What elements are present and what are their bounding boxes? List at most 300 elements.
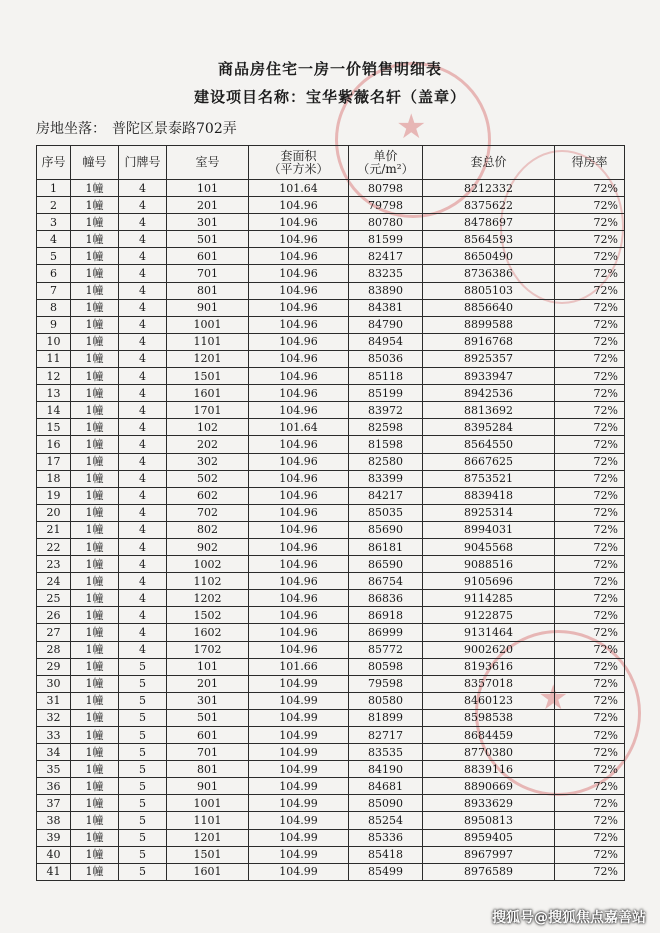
cell-seq: 14 xyxy=(37,402,71,419)
table-row xyxy=(37,778,625,795)
cell-area: 104.99 xyxy=(249,727,349,744)
cell-area: 104.99 xyxy=(249,709,349,726)
cell-price: 82580 xyxy=(349,453,423,470)
cell-room: 602 xyxy=(167,487,249,504)
cell-area: 104.99 xyxy=(249,778,349,795)
cell-total: 8994031 xyxy=(423,521,555,538)
cell-price: 83235 xyxy=(349,265,423,282)
cell-room: 202 xyxy=(167,436,249,453)
cell-door: 4 xyxy=(119,333,167,350)
cell-total: 8805103 xyxy=(423,282,555,299)
cell-door: 5 xyxy=(119,812,167,829)
cell-ratio: 72% xyxy=(555,316,625,333)
cell-seq: 34 xyxy=(37,744,71,761)
cell-room: 1202 xyxy=(167,590,249,607)
cell-seq: 41 xyxy=(37,863,71,880)
cell-building: 1幢 xyxy=(71,709,119,726)
cell-total: 8813692 xyxy=(423,402,555,419)
cell-door: 4 xyxy=(119,368,167,385)
cell-area: 104.96 xyxy=(249,350,349,367)
cell-area: 101.66 xyxy=(249,658,349,675)
cell-price: 80780 xyxy=(349,214,423,231)
cell-door: 5 xyxy=(119,658,167,675)
cell-door: 4 xyxy=(119,214,167,231)
cell-seq: 11 xyxy=(37,350,71,367)
cell-seq: 13 xyxy=(37,385,71,402)
cell-area: 104.96 xyxy=(249,333,349,350)
table-row xyxy=(37,692,625,709)
cell-area: 104.99 xyxy=(249,812,349,829)
cell-seq: 8 xyxy=(37,299,71,316)
cell-seq: 4 xyxy=(37,231,71,248)
table-row xyxy=(37,658,625,675)
cell-area: 104.99 xyxy=(249,846,349,863)
cell-seq: 9 xyxy=(37,316,71,333)
cell-area: 104.96 xyxy=(249,231,349,248)
cell-price: 82417 xyxy=(349,248,423,265)
cell-area: 104.99 xyxy=(249,863,349,880)
cell-building: 1幢 xyxy=(71,778,119,795)
table-row xyxy=(37,436,625,453)
cell-price: 86754 xyxy=(349,573,423,590)
cell-building: 1幢 xyxy=(71,521,119,538)
cell-total: 8950813 xyxy=(423,812,555,829)
cell-total: 8890669 xyxy=(423,778,555,795)
cell-door: 5 xyxy=(119,675,167,692)
cell-seq: 6 xyxy=(37,265,71,282)
cell-building: 1幢 xyxy=(71,504,119,521)
cell-building: 1幢 xyxy=(71,829,119,846)
cell-door: 5 xyxy=(119,744,167,761)
table-row xyxy=(37,556,625,573)
table-row xyxy=(37,368,625,385)
cell-total: 8598538 xyxy=(423,709,555,726)
cell-door: 4 xyxy=(119,402,167,419)
cell-ratio: 72% xyxy=(555,658,625,675)
cell-building: 1幢 xyxy=(71,795,119,812)
cell-seq: 1 xyxy=(37,180,71,197)
cell-area: 104.96 xyxy=(249,641,349,658)
cell-ratio: 72% xyxy=(555,231,625,248)
table-body xyxy=(37,180,625,881)
cell-seq: 24 xyxy=(37,573,71,590)
cell-door: 4 xyxy=(119,487,167,504)
cell-room: 702 xyxy=(167,504,249,521)
cell-door: 4 xyxy=(119,197,167,214)
cell-total: 8770380 xyxy=(423,744,555,761)
cell-seq: 7 xyxy=(37,282,71,299)
cell-door: 5 xyxy=(119,863,167,880)
cell-seq: 35 xyxy=(37,761,71,778)
table-row xyxy=(37,521,625,538)
cell-ratio: 72% xyxy=(555,538,625,555)
property-location xyxy=(36,118,243,138)
cell-building: 1幢 xyxy=(71,744,119,761)
cell-price: 85199 xyxy=(349,385,423,402)
cell-door: 4 xyxy=(119,231,167,248)
cell-seq: 17 xyxy=(37,453,71,470)
cell-door: 4 xyxy=(119,419,167,436)
cell-price: 85772 xyxy=(349,641,423,658)
cell-room: 1601 xyxy=(167,385,249,402)
table-row xyxy=(37,846,625,863)
cell-ratio: 72% xyxy=(555,453,625,470)
cell-door: 4 xyxy=(119,265,167,282)
cell-price: 85336 xyxy=(349,829,423,846)
cell-building: 1幢 xyxy=(71,282,119,299)
cell-ratio: 72% xyxy=(555,350,625,367)
cell-building: 1幢 xyxy=(71,607,119,624)
table-row xyxy=(37,248,625,265)
table-row xyxy=(37,795,625,812)
cell-room: 601 xyxy=(167,248,249,265)
cell-building: 1幢 xyxy=(71,761,119,778)
cell-building: 1幢 xyxy=(71,538,119,555)
cell-ratio: 72% xyxy=(555,812,625,829)
cell-ratio: 72% xyxy=(555,402,625,419)
table-row xyxy=(37,607,625,624)
cell-total: 8212332 xyxy=(423,180,555,197)
cell-area: 104.96 xyxy=(249,402,349,419)
cell-building: 1幢 xyxy=(71,299,119,316)
cell-seq: 21 xyxy=(37,521,71,538)
cell-door: 4 xyxy=(119,453,167,470)
cell-ratio: 72% xyxy=(555,590,625,607)
cell-price: 85036 xyxy=(349,350,423,367)
cell-seq: 5 xyxy=(37,248,71,265)
table-row xyxy=(37,333,625,350)
cell-area: 104.96 xyxy=(249,590,349,607)
cell-area: 104.96 xyxy=(249,316,349,333)
table-row xyxy=(37,470,625,487)
cell-door: 4 xyxy=(119,248,167,265)
cell-total: 8933629 xyxy=(423,795,555,812)
cell-building: 1幢 xyxy=(71,573,119,590)
cell-ratio: 72% xyxy=(555,333,625,350)
cell-room: 701 xyxy=(167,744,249,761)
cell-room: 701 xyxy=(167,265,249,282)
header-area-line1: 套面积 xyxy=(280,148,317,163)
cell-door: 4 xyxy=(119,180,167,197)
cell-door: 4 xyxy=(119,573,167,590)
cell-area: 104.96 xyxy=(249,299,349,316)
cell-total: 8899588 xyxy=(423,316,555,333)
cell-area: 104.99 xyxy=(249,744,349,761)
cell-building: 1幢 xyxy=(71,419,119,436)
cell-building: 1幢 xyxy=(71,846,119,863)
cell-price: 81899 xyxy=(349,709,423,726)
cell-total: 8684459 xyxy=(423,727,555,744)
cell-area: 104.96 xyxy=(249,504,349,521)
header-ratio: 得房率 xyxy=(555,146,625,180)
cell-building: 1幢 xyxy=(71,180,119,197)
cell-price: 85499 xyxy=(349,863,423,880)
cell-room: 1001 xyxy=(167,795,249,812)
cell-ratio: 72% xyxy=(555,709,625,726)
cell-price: 84681 xyxy=(349,778,423,795)
cell-room: 601 xyxy=(167,727,249,744)
cell-building: 1幢 xyxy=(71,214,119,231)
cell-building: 1幢 xyxy=(71,624,119,641)
cell-price: 80798 xyxy=(349,180,423,197)
table-row xyxy=(37,590,625,607)
cell-door: 4 xyxy=(119,521,167,538)
cell-room: 102 xyxy=(167,419,249,436)
cell-room: 201 xyxy=(167,197,249,214)
cell-room: 1702 xyxy=(167,641,249,658)
cell-price: 85090 xyxy=(349,795,423,812)
cell-building: 1幢 xyxy=(71,812,119,829)
header-total: 套总价 xyxy=(423,146,555,180)
cell-price: 86181 xyxy=(349,538,423,555)
cell-door: 4 xyxy=(119,504,167,521)
cell-seq: 20 xyxy=(37,504,71,521)
table-row xyxy=(37,265,625,282)
cell-seq: 10 xyxy=(37,333,71,350)
cell-building: 1幢 xyxy=(71,658,119,675)
cell-building: 1幢 xyxy=(71,265,119,282)
cell-seq: 30 xyxy=(37,675,71,692)
cell-area: 104.99 xyxy=(249,675,349,692)
cell-ratio: 72% xyxy=(555,487,625,504)
cell-door: 4 xyxy=(119,436,167,453)
cell-ratio: 72% xyxy=(555,470,625,487)
cell-door: 4 xyxy=(119,350,167,367)
cell-price: 79798 xyxy=(349,197,423,214)
cell-building: 1幢 xyxy=(71,727,119,744)
cell-ratio: 72% xyxy=(555,214,625,231)
table-row xyxy=(37,761,625,778)
seal-star-icon: ★ xyxy=(538,678,569,718)
cell-total: 8933947 xyxy=(423,368,555,385)
table-row xyxy=(37,744,625,761)
cell-price: 86590 xyxy=(349,556,423,573)
cell-price: 86836 xyxy=(349,590,423,607)
cell-total: 8839418 xyxy=(423,487,555,504)
table-row xyxy=(37,419,625,436)
cell-area: 104.96 xyxy=(249,538,349,555)
cell-room: 901 xyxy=(167,299,249,316)
cell-ratio: 72% xyxy=(555,624,625,641)
table-row xyxy=(37,402,625,419)
table-row xyxy=(37,675,625,692)
cell-ratio: 72% xyxy=(555,299,625,316)
cell-area: 104.96 xyxy=(249,214,349,231)
cell-ratio: 72% xyxy=(555,282,625,299)
table-row xyxy=(37,709,625,726)
header-area-line2: （平方米） xyxy=(268,161,329,176)
table-row xyxy=(37,231,625,248)
cell-total: 8839116 xyxy=(423,761,555,778)
cell-price: 81599 xyxy=(349,231,423,248)
cell-room: 1501 xyxy=(167,368,249,385)
cell-door: 5 xyxy=(119,778,167,795)
cell-door: 5 xyxy=(119,761,167,778)
document-title: 商品房住宅一房一价销售明细表 xyxy=(217,60,442,78)
cell-area: 101.64 xyxy=(249,419,349,436)
cell-seq: 39 xyxy=(37,829,71,846)
header-area xyxy=(249,146,349,180)
cell-area: 104.99 xyxy=(249,795,349,812)
cell-room: 501 xyxy=(167,709,249,726)
header-price-line1: 单价 xyxy=(373,148,398,163)
cell-building: 1幢 xyxy=(71,436,119,453)
cell-door: 4 xyxy=(119,299,167,316)
cell-total: 8667625 xyxy=(423,453,555,470)
cell-area: 104.96 xyxy=(249,197,349,214)
cell-door: 4 xyxy=(119,470,167,487)
cell-room: 1101 xyxy=(167,333,249,350)
cell-ratio: 72% xyxy=(555,744,625,761)
cell-total: 8942536 xyxy=(423,385,555,402)
cell-building: 1幢 xyxy=(71,863,119,880)
cell-seq: 31 xyxy=(37,692,71,709)
cell-building: 1幢 xyxy=(71,231,119,248)
cell-door: 4 xyxy=(119,538,167,555)
cell-total: 8564593 xyxy=(423,231,555,248)
cell-room: 1501 xyxy=(167,846,249,863)
cell-price: 83399 xyxy=(349,470,423,487)
cell-ratio: 72% xyxy=(555,419,625,436)
cell-ratio: 72% xyxy=(555,692,625,709)
cell-total: 9045568 xyxy=(423,538,555,555)
table-row xyxy=(37,624,625,641)
cell-building: 1幢 xyxy=(71,350,119,367)
cell-room: 302 xyxy=(167,453,249,470)
cell-price: 86918 xyxy=(349,607,423,624)
cell-building: 1幢 xyxy=(71,556,119,573)
cell-total: 9002620 xyxy=(423,641,555,658)
cell-total: 8564550 xyxy=(423,436,555,453)
cell-ratio: 72% xyxy=(555,368,625,385)
cell-door: 5 xyxy=(119,829,167,846)
cell-price: 86999 xyxy=(349,624,423,641)
cell-seq: 18 xyxy=(37,470,71,487)
cell-room: 1102 xyxy=(167,573,249,590)
cell-price: 85035 xyxy=(349,504,423,521)
cell-seq: 23 xyxy=(37,556,71,573)
address-label: 房地坐落： xyxy=(36,121,106,137)
cell-area: 104.99 xyxy=(249,692,349,709)
cell-room: 802 xyxy=(167,521,249,538)
cell-price: 80580 xyxy=(349,692,423,709)
cell-door: 5 xyxy=(119,795,167,812)
table-row xyxy=(37,829,625,846)
cell-total: 8976589 xyxy=(423,863,555,880)
cell-room: 901 xyxy=(167,778,249,795)
price-table xyxy=(36,145,625,881)
cell-seq: 36 xyxy=(37,778,71,795)
cell-building: 1幢 xyxy=(71,316,119,333)
cell-price: 84954 xyxy=(349,333,423,350)
cell-area: 104.96 xyxy=(249,282,349,299)
cell-ratio: 72% xyxy=(555,556,625,573)
cell-seq: 22 xyxy=(37,538,71,555)
cell-seq: 29 xyxy=(37,658,71,675)
cell-total: 9114285 xyxy=(423,590,555,607)
cell-total: 8193616 xyxy=(423,658,555,675)
table-row xyxy=(37,299,625,316)
cell-room: 1001 xyxy=(167,316,249,333)
cell-price: 85254 xyxy=(349,812,423,829)
cell-price: 85690 xyxy=(349,521,423,538)
cell-total: 8460123 xyxy=(423,692,555,709)
header-seq: 序号 xyxy=(37,146,71,180)
cell-price: 84190 xyxy=(349,761,423,778)
table-row xyxy=(37,727,625,744)
cell-area: 104.99 xyxy=(249,761,349,778)
cell-door: 5 xyxy=(119,727,167,744)
cell-room: 902 xyxy=(167,538,249,555)
cell-ratio: 72% xyxy=(555,265,625,282)
cell-building: 1幢 xyxy=(71,402,119,419)
cell-room: 1201 xyxy=(167,829,249,846)
cell-ratio: 72% xyxy=(555,727,625,744)
cell-building: 1幢 xyxy=(71,248,119,265)
cell-total: 8967997 xyxy=(423,846,555,863)
cell-seq: 15 xyxy=(37,419,71,436)
cell-ratio: 72% xyxy=(555,180,625,197)
table-row xyxy=(37,812,625,829)
cell-room: 801 xyxy=(167,282,249,299)
cell-building: 1幢 xyxy=(71,385,119,402)
cell-building: 1幢 xyxy=(71,692,119,709)
cell-ratio: 72% xyxy=(555,795,625,812)
cell-building: 1幢 xyxy=(71,333,119,350)
cell-price: 82717 xyxy=(349,727,423,744)
cell-room: 301 xyxy=(167,692,249,709)
cell-building: 1幢 xyxy=(71,590,119,607)
table-row xyxy=(37,641,625,658)
header-price xyxy=(349,146,423,180)
cell-area: 104.99 xyxy=(249,829,349,846)
table-header-row xyxy=(37,146,625,180)
table-row xyxy=(37,487,625,504)
cell-seq: 19 xyxy=(37,487,71,504)
project-name: 建设项目名称：宝华紫薇名轩（盖章） xyxy=(193,88,466,106)
table-row xyxy=(37,197,625,214)
cell-area: 104.96 xyxy=(249,470,349,487)
table-row xyxy=(37,350,625,367)
cell-seq: 33 xyxy=(37,727,71,744)
cell-door: 4 xyxy=(119,624,167,641)
cell-ratio: 72% xyxy=(555,607,625,624)
cell-room: 801 xyxy=(167,761,249,778)
cell-price: 84790 xyxy=(349,316,423,333)
cell-building: 1幢 xyxy=(71,368,119,385)
cell-total: 8395284 xyxy=(423,419,555,436)
cell-area: 104.96 xyxy=(249,556,349,573)
cell-seq: 3 xyxy=(37,214,71,231)
cell-total: 9122875 xyxy=(423,607,555,624)
cell-total: 9088516 xyxy=(423,556,555,573)
cell-room: 1101 xyxy=(167,812,249,829)
cell-area: 101.64 xyxy=(249,180,349,197)
cell-ratio: 72% xyxy=(555,248,625,265)
cell-seq: 16 xyxy=(37,436,71,453)
cell-room: 1502 xyxy=(167,607,249,624)
table-row xyxy=(37,573,625,590)
cell-ratio: 72% xyxy=(555,778,625,795)
table-row xyxy=(37,863,625,880)
watermark: 搜狐号@搜狐焦点嘉善站 xyxy=(492,910,646,926)
cell-room: 101 xyxy=(167,180,249,197)
cell-price: 85118 xyxy=(349,368,423,385)
cell-area: 104.96 xyxy=(249,453,349,470)
cell-ratio: 72% xyxy=(555,436,625,453)
cell-room: 1701 xyxy=(167,402,249,419)
cell-seq: 32 xyxy=(37,709,71,726)
